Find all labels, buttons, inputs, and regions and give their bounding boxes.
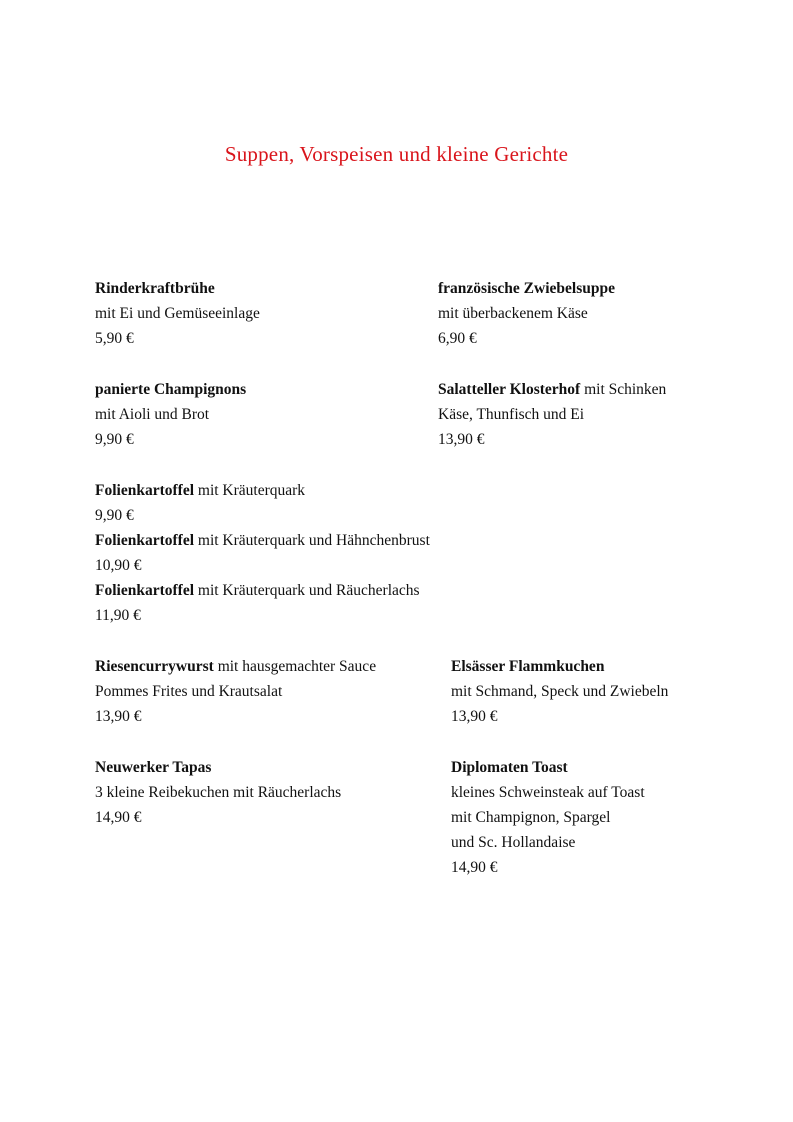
item-price: 13,90 €: [451, 708, 498, 725]
item-description: kleines Schweinsteak auf Toast: [451, 784, 645, 801]
menu-item-salatteller: [438, 377, 666, 452]
item-description: mit Schmand, Speck und Zwiebeln: [451, 683, 669, 700]
item-suffix: mit Kräuterquark und Hähnchenbrust: [194, 532, 430, 549]
item-price: 6,90 €: [438, 330, 477, 347]
item-name: Rinderkraftbrühe: [95, 280, 215, 297]
menu-item-flammkuchen: [451, 654, 668, 729]
item-description: Pommes Frites und Krautsalat: [95, 683, 283, 700]
menu-item-champignons: [95, 377, 246, 452]
item-suffix: mit Kräuterquark: [194, 482, 306, 499]
item-heading: [438, 377, 666, 402]
item-price: 9,90 €: [95, 431, 134, 448]
item-name: Salatteller Klosterhof: [438, 381, 581, 398]
item-price: 11,90 €: [95, 607, 141, 624]
item-price: 5,90 €: [95, 330, 134, 347]
item-name: Elsässer Flammkuchen: [451, 658, 605, 675]
item-name: panierte Champignons: [95, 381, 247, 398]
item-name: Riesencurrywurst: [95, 658, 214, 675]
item-suffix: mit hausgemachter Sauce: [213, 658, 377, 675]
item-heading: [95, 528, 430, 553]
item-heading: [451, 654, 668, 679]
item-name: französische Zwiebelsuppe: [438, 280, 615, 297]
item-heading: [95, 478, 430, 503]
item-price: 13,90 €: [95, 708, 142, 725]
item-price: 14,90 €: [451, 859, 498, 876]
item-description: mit überbackenem Käse: [438, 305, 588, 322]
menu-item-rinderkraftbruehe: [95, 276, 260, 351]
item-name: Folienkartoffel: [95, 582, 195, 599]
menu-item-diplomaten-toast: [451, 755, 645, 880]
item-heading: [438, 276, 615, 301]
item-description: mit Champignon, Spargel: [451, 809, 611, 826]
menu-group-folienkartoffel: [95, 478, 430, 628]
item-heading: [95, 578, 430, 603]
menu-item-riesencurrywurst: [95, 654, 376, 729]
item-name: Folienkartoffel: [95, 482, 195, 499]
item-price: 13,90 €: [438, 431, 485, 448]
menu-item-zwiebelsuppe: [438, 276, 615, 351]
item-name: Diplomaten Toast: [451, 759, 568, 776]
item-suffix: mit Schinken: [580, 381, 667, 398]
item-description: mit Aioli und Brot: [95, 406, 210, 423]
item-description: 3 kleine Reibekuchen mit Räucherlachs: [95, 784, 342, 801]
item-name: Neuwerker Tapas: [95, 759, 212, 776]
item-price: 14,90 €: [95, 809, 142, 826]
item-heading: [95, 755, 341, 780]
item-price: 9,90 €: [95, 507, 134, 524]
menu-title: Suppen, Vorspeisen und kleine Gerichte: [224, 142, 569, 166]
item-heading: [95, 377, 246, 402]
menu-item-neuwerker-tapas: [95, 755, 341, 830]
item-description: und Sc. Hollandaise: [451, 834, 576, 851]
item-name: Folienkartoffel: [95, 532, 195, 549]
item-price: 10,90 €: [95, 557, 142, 574]
item-heading: [95, 654, 376, 679]
item-description: Käse, Thunfisch und Ei: [438, 406, 585, 423]
item-suffix: mit Kräuterquark und Räucherlachs: [194, 582, 420, 599]
item-heading: [451, 755, 645, 780]
item-heading: [95, 276, 260, 301]
item-description: mit Ei und Gemüseeinlage: [95, 305, 260, 322]
